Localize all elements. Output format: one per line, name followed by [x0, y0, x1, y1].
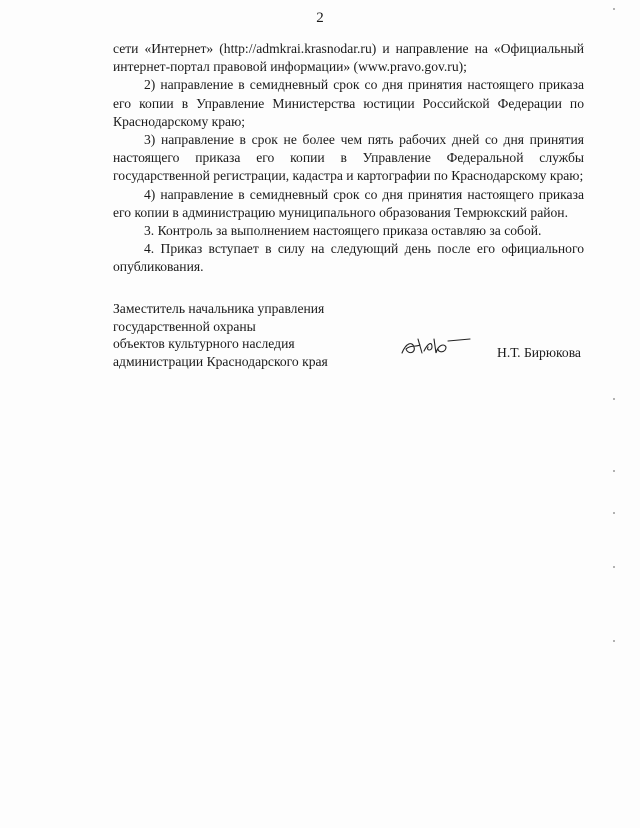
paragraph-item-2: 2) направление в семидневный срок со дня принятия настоящего приказа его копии в Управление Министерства юстиции Российской Федерации по Краснодарскому краю;	[113, 77, 584, 129]
signer-position-line: государственной охраны	[113, 318, 256, 334]
signer-position-line: Заместитель начальника управления	[113, 301, 325, 316]
signer-name: Н.Т. Бирюкова	[497, 345, 581, 360]
handwritten-signature	[398, 333, 478, 359]
signer-position	[113, 300, 413, 370]
paragraph-item-4: 4) направление в семидневный срок со дня принятия настоящего приказа его копии в администрацию муниципального образования Темрюкский район.	[113, 186, 584, 220]
scan-artifact	[613, 398, 615, 400]
paragraph-publication-continuation: сети «Интернет» (http://admkrai.krasnodar.ru) и направление на «Официальный интернет-портал правовой информации» (www.pravo.gov.ru);	[113, 41, 584, 75]
signer-position-line: администрации Краснодарского края	[113, 353, 328, 369]
scan-artifact	[613, 470, 615, 472]
scan-artifact	[613, 640, 615, 642]
order-body-text	[113, 40, 584, 277]
signer-position-line: объектов культурного наследия	[113, 336, 295, 351]
paragraph-clause-3: 3. Контроль за выполнением настоящего приказа оставляю за собой.	[144, 223, 542, 239]
page-number: 2	[316, 10, 324, 26]
paragraph-clause-4: 4. Приказ вступает в силу на следующий день после его официального опубликования.	[113, 241, 584, 275]
paragraph-item-3: 3) направление в срок не более чем пять рабочих дней со дня принятия настоящего приказа его копии в Управление Федеральной службы государственной регистрации, кадастра и картографии по Краснодарскому краю;	[113, 132, 584, 184]
scan-artifact	[613, 8, 615, 10]
scan-artifact	[613, 566, 615, 568]
scan-artifact	[613, 512, 615, 514]
